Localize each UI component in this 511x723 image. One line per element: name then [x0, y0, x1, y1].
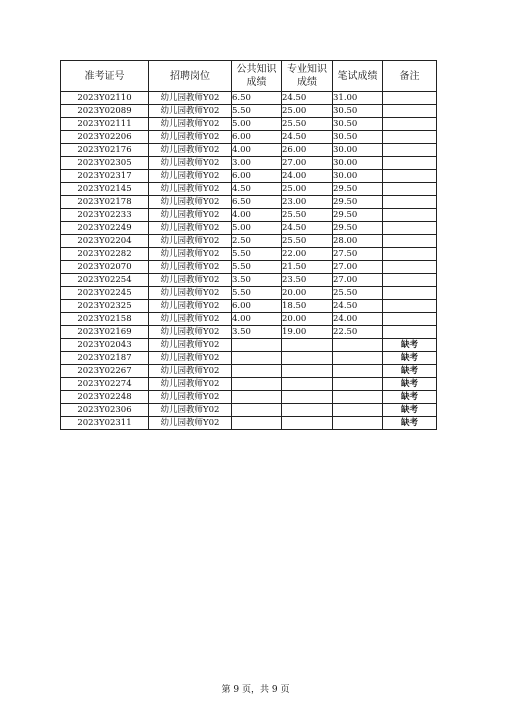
table-row	[61, 131, 437, 144]
cell-note	[383, 131, 437, 144]
cell-professional-score: 26.00	[282, 144, 333, 157]
cell-written-score: 27.00	[333, 274, 383, 287]
cell-public-score	[232, 352, 282, 365]
cell-position: 幼儿园教师Y02	[149, 378, 232, 391]
cell-public-score: 6.50	[232, 196, 282, 209]
header-written-score: 笔试成绩	[333, 61, 383, 92]
cell-position: 幼儿园教师Y02	[149, 105, 232, 118]
cell-written-score: 25.50	[333, 287, 383, 300]
cell-exam-id: 2023Y02267	[61, 365, 149, 378]
table-row	[61, 105, 437, 118]
cell-professional-score: 25.50	[282, 118, 333, 131]
cell-position: 幼儿园教师Y02	[149, 170, 232, 183]
cell-written-score: 30.50	[333, 131, 383, 144]
cell-note	[383, 222, 437, 235]
cell-professional-score	[282, 417, 333, 430]
cell-note	[383, 196, 437, 209]
cell-exam-id: 2023Y02248	[61, 391, 149, 404]
table-row	[61, 326, 437, 339]
header-professional-score-label: 专业知识成绩	[287, 64, 327, 88]
table-row	[61, 313, 437, 326]
table-row	[61, 170, 437, 183]
cell-written-score: 30.50	[333, 118, 383, 131]
cell-note	[383, 313, 437, 326]
cell-public-score	[232, 417, 282, 430]
cell-position: 幼儿园教师Y02	[149, 261, 232, 274]
cell-position: 幼儿园教师Y02	[149, 326, 232, 339]
cell-note	[383, 300, 437, 313]
cell-written-score	[333, 352, 383, 365]
cell-public-score: 4.00	[232, 209, 282, 222]
cell-professional-score: 18.50	[282, 300, 333, 313]
cell-position: 幼儿园教师Y02	[149, 209, 232, 222]
cell-position: 幼儿园教师Y02	[149, 287, 232, 300]
cell-professional-score	[282, 391, 333, 404]
cell-professional-score: 23.50	[282, 274, 333, 287]
cell-exam-id: 2023Y02176	[61, 144, 149, 157]
cell-exam-id: 2023Y02043	[61, 339, 149, 352]
cell-public-score	[232, 404, 282, 417]
header-position: 招聘岗位	[149, 61, 232, 92]
cell-note	[383, 105, 437, 118]
cell-note: 缺考	[383, 365, 437, 378]
cell-written-score: 27.00	[333, 261, 383, 274]
cell-public-score: 6.00	[232, 300, 282, 313]
cell-position: 幼儿园教师Y02	[149, 417, 232, 430]
cell-position: 幼儿园教师Y02	[149, 404, 232, 417]
cell-exam-id: 2023Y02245	[61, 287, 149, 300]
cell-position: 幼儿园教师Y02	[149, 274, 232, 287]
cell-position: 幼儿园教师Y02	[149, 235, 232, 248]
table-row	[61, 157, 437, 170]
cell-public-score: 6.50	[232, 92, 282, 105]
cell-public-score	[232, 365, 282, 378]
cell-note: 缺考	[383, 378, 437, 391]
cell-professional-score: 24.50	[282, 222, 333, 235]
cell-exam-id: 2023Y02187	[61, 352, 149, 365]
table-row	[61, 196, 437, 209]
cell-public-score: 5.50	[232, 248, 282, 261]
cell-position: 幼儿园教师Y02	[149, 365, 232, 378]
cell-exam-id: 2023Y02311	[61, 417, 149, 430]
cell-exam-id: 2023Y02317	[61, 170, 149, 183]
cell-note	[383, 209, 437, 222]
cell-note	[383, 235, 437, 248]
cell-position: 幼儿园教师Y02	[149, 352, 232, 365]
cell-written-score: 22.50	[333, 326, 383, 339]
cell-position: 幼儿园教师Y02	[149, 313, 232, 326]
score-table	[60, 60, 437, 430]
cell-public-score: 5.00	[232, 118, 282, 131]
cell-position: 幼儿园教师Y02	[149, 92, 232, 105]
cell-written-score: 28.00	[333, 235, 383, 248]
cell-public-score: 4.50	[232, 183, 282, 196]
cell-position: 幼儿园教师Y02	[149, 131, 232, 144]
cell-note	[383, 170, 437, 183]
cell-professional-score: 22.00	[282, 248, 333, 261]
cell-note	[383, 118, 437, 131]
cell-professional-score: 25.00	[282, 183, 333, 196]
cell-professional-score: 21.50	[282, 261, 333, 274]
cell-note	[383, 157, 437, 170]
table-row	[61, 287, 437, 300]
table-row	[61, 248, 437, 261]
cell-public-score: 3.50	[232, 274, 282, 287]
cell-position: 幼儿园教师Y02	[149, 183, 232, 196]
table-row	[61, 261, 437, 274]
cell-written-score: 24.50	[333, 300, 383, 313]
cell-professional-score: 23.00	[282, 196, 333, 209]
table-row	[61, 92, 437, 105]
cell-professional-score: 25.00	[282, 105, 333, 118]
table-row	[61, 274, 437, 287]
cell-written-score	[333, 365, 383, 378]
cell-professional-score: 25.50	[282, 235, 333, 248]
header-professional-score	[282, 61, 333, 92]
cell-public-score: 5.50	[232, 105, 282, 118]
cell-note	[383, 248, 437, 261]
cell-written-score: 29.50	[333, 183, 383, 196]
cell-professional-score: 19.00	[282, 326, 333, 339]
table-row	[61, 352, 437, 365]
cell-professional-score: 24.50	[282, 92, 333, 105]
cell-note: 缺考	[383, 352, 437, 365]
page-footer: 第 9 页，共 9 页	[221, 685, 290, 695]
cell-written-score: 27.50	[333, 248, 383, 261]
cell-professional-score: 24.50	[282, 131, 333, 144]
cell-public-score: 4.00	[232, 313, 282, 326]
cell-exam-id: 2023Y02233	[61, 209, 149, 222]
cell-note: 缺考	[383, 404, 437, 417]
cell-note	[383, 287, 437, 300]
table-row	[61, 404, 437, 417]
table-row	[61, 222, 437, 235]
cell-exam-id: 2023Y02206	[61, 131, 149, 144]
cell-written-score: 24.00	[333, 313, 383, 326]
cell-professional-score: 20.00	[282, 287, 333, 300]
cell-position: 幼儿园教师Y02	[149, 300, 232, 313]
cell-public-score: 4.00	[232, 144, 282, 157]
cell-written-score	[333, 339, 383, 352]
cell-written-score	[333, 417, 383, 430]
cell-public-score	[232, 339, 282, 352]
cell-note	[383, 92, 437, 105]
cell-exam-id: 2023Y02158	[61, 313, 149, 326]
header-public-score-label: 公共知识成绩	[236, 64, 277, 88]
cell-exam-id: 2023Y02282	[61, 248, 149, 261]
cell-note	[383, 274, 437, 287]
table-row	[61, 300, 437, 313]
cell-note: 缺考	[383, 391, 437, 404]
cell-written-score: 30.00	[333, 144, 383, 157]
cell-public-score	[232, 391, 282, 404]
header-note: 备注	[383, 61, 437, 92]
cell-written-score	[333, 378, 383, 391]
cell-professional-score: 20.00	[282, 313, 333, 326]
table-row	[61, 365, 437, 378]
cell-exam-id: 2023Y02305	[61, 157, 149, 170]
cell-public-score: 2.50	[232, 235, 282, 248]
cell-professional-score: 24.00	[282, 170, 333, 183]
cell-exam-id: 2023Y02110	[61, 92, 149, 105]
cell-written-score: 30.00	[333, 157, 383, 170]
table-row	[61, 235, 437, 248]
table-row	[61, 118, 437, 131]
cell-exam-id: 2023Y02111	[61, 118, 149, 131]
cell-note	[383, 144, 437, 157]
table-row	[61, 183, 437, 196]
cell-position: 幼儿园教师Y02	[149, 118, 232, 131]
cell-public-score: 3.50	[232, 326, 282, 339]
table-row	[61, 209, 437, 222]
cell-written-score	[333, 404, 383, 417]
cell-written-score	[333, 391, 383, 404]
table-row	[61, 391, 437, 404]
cell-position: 幼儿园教师Y02	[149, 196, 232, 209]
table-row	[61, 378, 437, 391]
cell-note: 缺考	[383, 417, 437, 430]
cell-exam-id: 2023Y02306	[61, 404, 149, 417]
cell-written-score: 30.00	[333, 170, 383, 183]
cell-exam-id: 2023Y02204	[61, 235, 149, 248]
cell-public-score: 5.00	[232, 222, 282, 235]
cell-note	[383, 183, 437, 196]
cell-professional-score	[282, 352, 333, 365]
cell-public-score: 5.50	[232, 261, 282, 274]
cell-professional-score	[282, 378, 333, 391]
cell-written-score: 29.50	[333, 196, 383, 209]
table-body	[61, 92, 437, 430]
cell-position: 幼儿园教师Y02	[149, 144, 232, 157]
cell-position: 幼儿园教师Y02	[149, 391, 232, 404]
cell-written-score: 30.50	[333, 105, 383, 118]
table-header-row	[61, 61, 437, 92]
cell-note: 缺考	[383, 339, 437, 352]
cell-position: 幼儿园教师Y02	[149, 157, 232, 170]
cell-professional-score	[282, 339, 333, 352]
cell-exam-id: 2023Y02145	[61, 183, 149, 196]
cell-position: 幼儿园教师Y02	[149, 339, 232, 352]
table-row	[61, 417, 437, 430]
cell-exam-id: 2023Y02089	[61, 105, 149, 118]
header-exam-id: 准考证号	[61, 61, 149, 92]
cell-professional-score: 27.00	[282, 157, 333, 170]
cell-exam-id: 2023Y02254	[61, 274, 149, 287]
cell-written-score: 31.00	[333, 92, 383, 105]
cell-written-score: 29.50	[333, 209, 383, 222]
cell-exam-id: 2023Y02169	[61, 326, 149, 339]
cell-exam-id: 2023Y02178	[61, 196, 149, 209]
cell-exam-id: 2023Y02274	[61, 378, 149, 391]
header-public-score	[232, 61, 282, 92]
cell-public-score: 5.50	[232, 287, 282, 300]
cell-public-score: 6.00	[232, 131, 282, 144]
cell-note	[383, 326, 437, 339]
table-row	[61, 339, 437, 352]
cell-public-score: 6.00	[232, 170, 282, 183]
cell-position: 幼儿园教师Y02	[149, 222, 232, 235]
cell-public-score	[232, 378, 282, 391]
cell-written-score: 29.50	[333, 222, 383, 235]
cell-professional-score: 25.50	[282, 209, 333, 222]
table-row	[61, 144, 437, 157]
cell-public-score: 3.00	[232, 157, 282, 170]
cell-exam-id: 2023Y02325	[61, 300, 149, 313]
cell-exam-id: 2023Y02070	[61, 261, 149, 274]
cell-professional-score	[282, 365, 333, 378]
cell-exam-id: 2023Y02249	[61, 222, 149, 235]
cell-position: 幼儿园教师Y02	[149, 248, 232, 261]
cell-professional-score	[282, 404, 333, 417]
cell-note	[383, 261, 437, 274]
